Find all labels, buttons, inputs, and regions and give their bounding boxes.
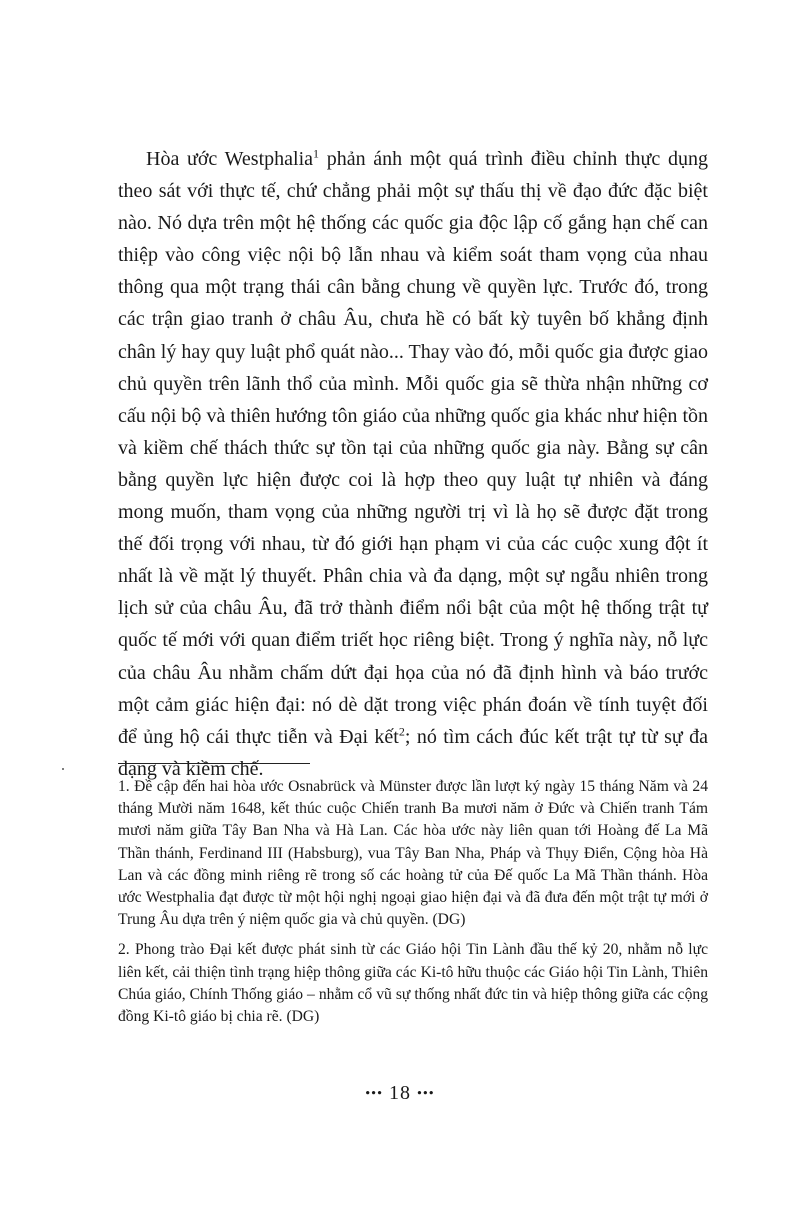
page-number: [0, 1082, 800, 1105]
page-number-left-ornament: •••: [365, 1086, 383, 1102]
page-speck: [62, 768, 64, 770]
body-text-part-1: Hòa ước Westphalia: [146, 148, 314, 170]
body-text-part-2: phản ánh một quá trình điều chỉnh thực dụng theo sát với thực tế, chứ chẳng phải một sự thấu thị về đạo đức đặc biệt nào. Nó dựa trên một hệ thống các quốc gia độc lập cố gắng hạn chế can thiệp vào công việc nội bộ lẫn nhau và kiểm soát tham vọng của nhau thông qua một trạng thái cân bằng chung về quyền lực. Trước đó, trong các trận giao tranh ở châu Âu, chưa hề có bất kỳ tuyên bố khẳng định chân lý hay quy luật phổ quát nào... Thay vào đó, mỗi quốc gia được giao chủ quyền trên lãnh thổ của mình. Mỗi quốc gia sẽ thừa nhận những cơ cấu nội bộ và thiên hướng tôn giáo của những quốc gia khác như hiện tồn và kiềm chế thách thức sự tồn tại của những quốc gia này. Bằng sự cân bằng quyền lực hiện được coi là hợp theo quy luật tự nhiên và đáng mong muốn, tham vọng của những người trị vì là họ sẽ được đặt trong thế đối trọng với nhau, từ đó giới hạn phạm vi của các cuộc xung đột ít nhất là về mặt lý thuyết. Phân chia và đa dạng, một sự ngẫu nhiên trong lịch sử của châu Âu, đã trở thành điểm nổi bật của một hệ thống trật tự quốc tế mới với quan điểm triết học riêng biệt. Trong ý nghĩa này, nỗ lực của châu Âu nhằm chấm dứt đại họa của nó đã định hình và báo trước một cảm giác hiện đại: nó dè dặt trong việc phán đoán về tính tuyệt đối để ủng hộ cái thực tiễn và Đại kết: [118, 148, 708, 748]
body-text-part-3: ; nó tìm cách đúc kết trật tự từ sự đa dạng và kiềm chế.: [118, 725, 708, 780]
footnote-2: 2. Phong trào Đại kết được phát sinh từ các Giáo hội Tin Lành đầu thế kỷ 20, nhằm nỗ lực liên kết, cải thiện tình trạng hiệp thông giữa các Ki-tô hữu thuộc các Giáo hội Tin Lành, Thiên Chúa giáo, Chính Thống giáo – nhằm cổ vũ sự thống nhất đức tin và hiệp thông giữa các cộng đồng Ki-tô giáo bị chia rẽ. (DG): [118, 941, 708, 1026]
footnote-separator: [118, 763, 310, 764]
body-text: [118, 143, 708, 785]
footnote-1: 1. Đề cập đến hai hòa ước Osnabrück và Münster được lần lượt ký ngày 15 tháng Năm và 24 tháng Mười năm 1648, kết thúc cuộc Chiến tranh Ba mươi năm ở Đức và Chiến tranh Tám mươi năm giữa Tây Ban Nha và Hà Lan. Các hòa ước này liên quan tới Hoàng đế La Mã Thần thánh, Ferdinand III (Habsburg), vua Tây Ban Nha, Pháp và Thụy Điển, Cộng hòa Hà Lan và các đồng minh riêng rẽ trong số các hoàng tử của Đế quốc La Mã Thần thánh. Hòa ước Westphalia đạt được từ một hội nghị ngoại giao hiện đại và đã đưa đến một trật tự mới ở Trung Âu dựa trên ý niệm quốc gia và chủ quyền. (DG): [118, 778, 708, 929]
page-number-right-ornament: •••: [417, 1086, 435, 1102]
body-paragraph: [118, 143, 708, 785]
page-number-value: 18: [389, 1082, 411, 1104]
footnote-reference-1: 1: [313, 146, 320, 161]
footnotes: [118, 776, 708, 1036]
footnote-reference-2: 2: [398, 724, 405, 739]
